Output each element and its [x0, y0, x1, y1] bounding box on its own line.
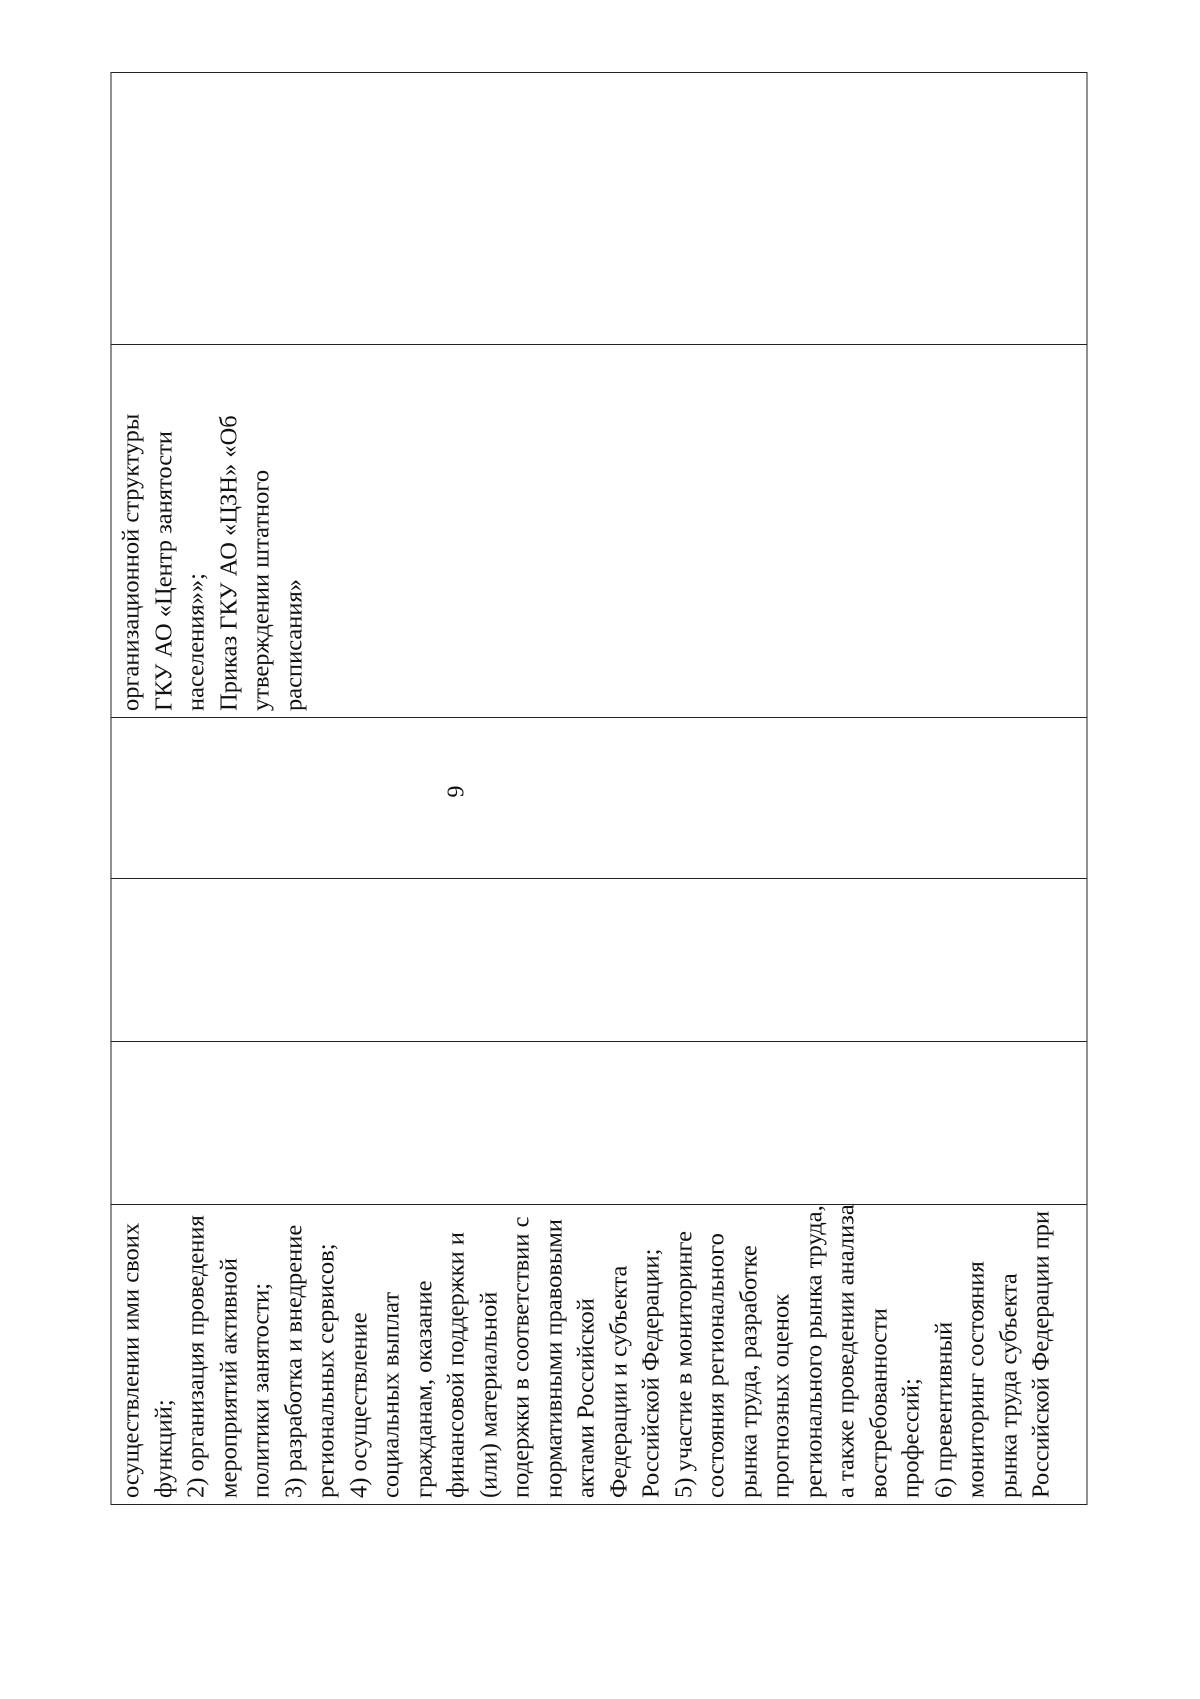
- text-line: профессий;: [897, 1378, 924, 1498]
- text-line: 3) разработка и внедрение: [279, 1224, 307, 1498]
- text-line: гражданам, оказание: [409, 1280, 437, 1498]
- table-cell-empty-3: [111, 879, 1087, 1042]
- text-line: функций;: [149, 1399, 177, 1498]
- functions-text: [111, 1205, 1058, 1504]
- text-line: организационной структуры: [117, 413, 144, 711]
- table-cell-functions: [111, 1205, 1087, 1505]
- table-cell-empty-4: [111, 718, 1087, 879]
- text-line: осуществлении ими своих: [117, 1222, 144, 1498]
- text-line: актами Российской: [572, 1298, 599, 1498]
- documents-text: [111, 345, 310, 717]
- table-cell-empty-6: [111, 73, 1087, 345]
- text-line: прогнозных оценок: [767, 1293, 794, 1498]
- table-cell-empty-2: [111, 1042, 1087, 1205]
- text-line: нормативными правовыми: [539, 1218, 567, 1498]
- text-line: 2) организация проведения: [182, 1215, 209, 1498]
- text-line: подержки в соответствии с: [507, 1216, 534, 1498]
- text-line: утверждении штатного: [247, 469, 274, 711]
- text-line: мероприятий активной: [214, 1258, 242, 1498]
- text-line: финансовой поддержки и: [442, 1232, 469, 1498]
- text-line: социальных выплат: [377, 1291, 404, 1498]
- text-line: 5) участие в мониторинге: [669, 1230, 697, 1498]
- text-line: региональных сервисов;: [312, 1243, 339, 1498]
- text-line: востребованности: [864, 1308, 892, 1498]
- text-line: рынка труда, разработке: [734, 1245, 762, 1498]
- text-line: ГКУ АО «Центр занятости: [149, 431, 177, 711]
- text-line: Приказ ГКУ АО «ЦЗН» «Об: [214, 415, 242, 711]
- text-line: Федерации и субъекта: [604, 1265, 632, 1498]
- text-line: 4) осуществление: [344, 1312, 372, 1498]
- text-line: состояния регионального: [702, 1233, 729, 1498]
- table-cell-documents: [111, 345, 1087, 718]
- text-line: расписания»: [279, 578, 307, 711]
- text-line: Российской Федерации;: [637, 1248, 664, 1498]
- text-line: политики занятости;: [247, 1282, 274, 1498]
- text-line: населения»»;: [182, 573, 209, 711]
- rotated-table-wrapper: [110, 73, 1087, 1505]
- text-line: рынка труда субъекта: [994, 1273, 1022, 1498]
- document-table: [110, 72, 1087, 1505]
- text-line: Российской Федерации при: [1027, 1210, 1054, 1498]
- text-line: (или) материальной: [474, 1291, 502, 1498]
- text-line: регионального рынка труда,: [799, 1205, 827, 1498]
- table-row: [111, 73, 1087, 1505]
- text-line: а также проведении анализа: [832, 1204, 859, 1498]
- text-line: 6) превентивный: [929, 1321, 957, 1498]
- rotated-table-frame: [110, 73, 1087, 1505]
- page-number: 6: [441, 785, 468, 798]
- text-line: мониторинг состояния: [962, 1261, 989, 1498]
